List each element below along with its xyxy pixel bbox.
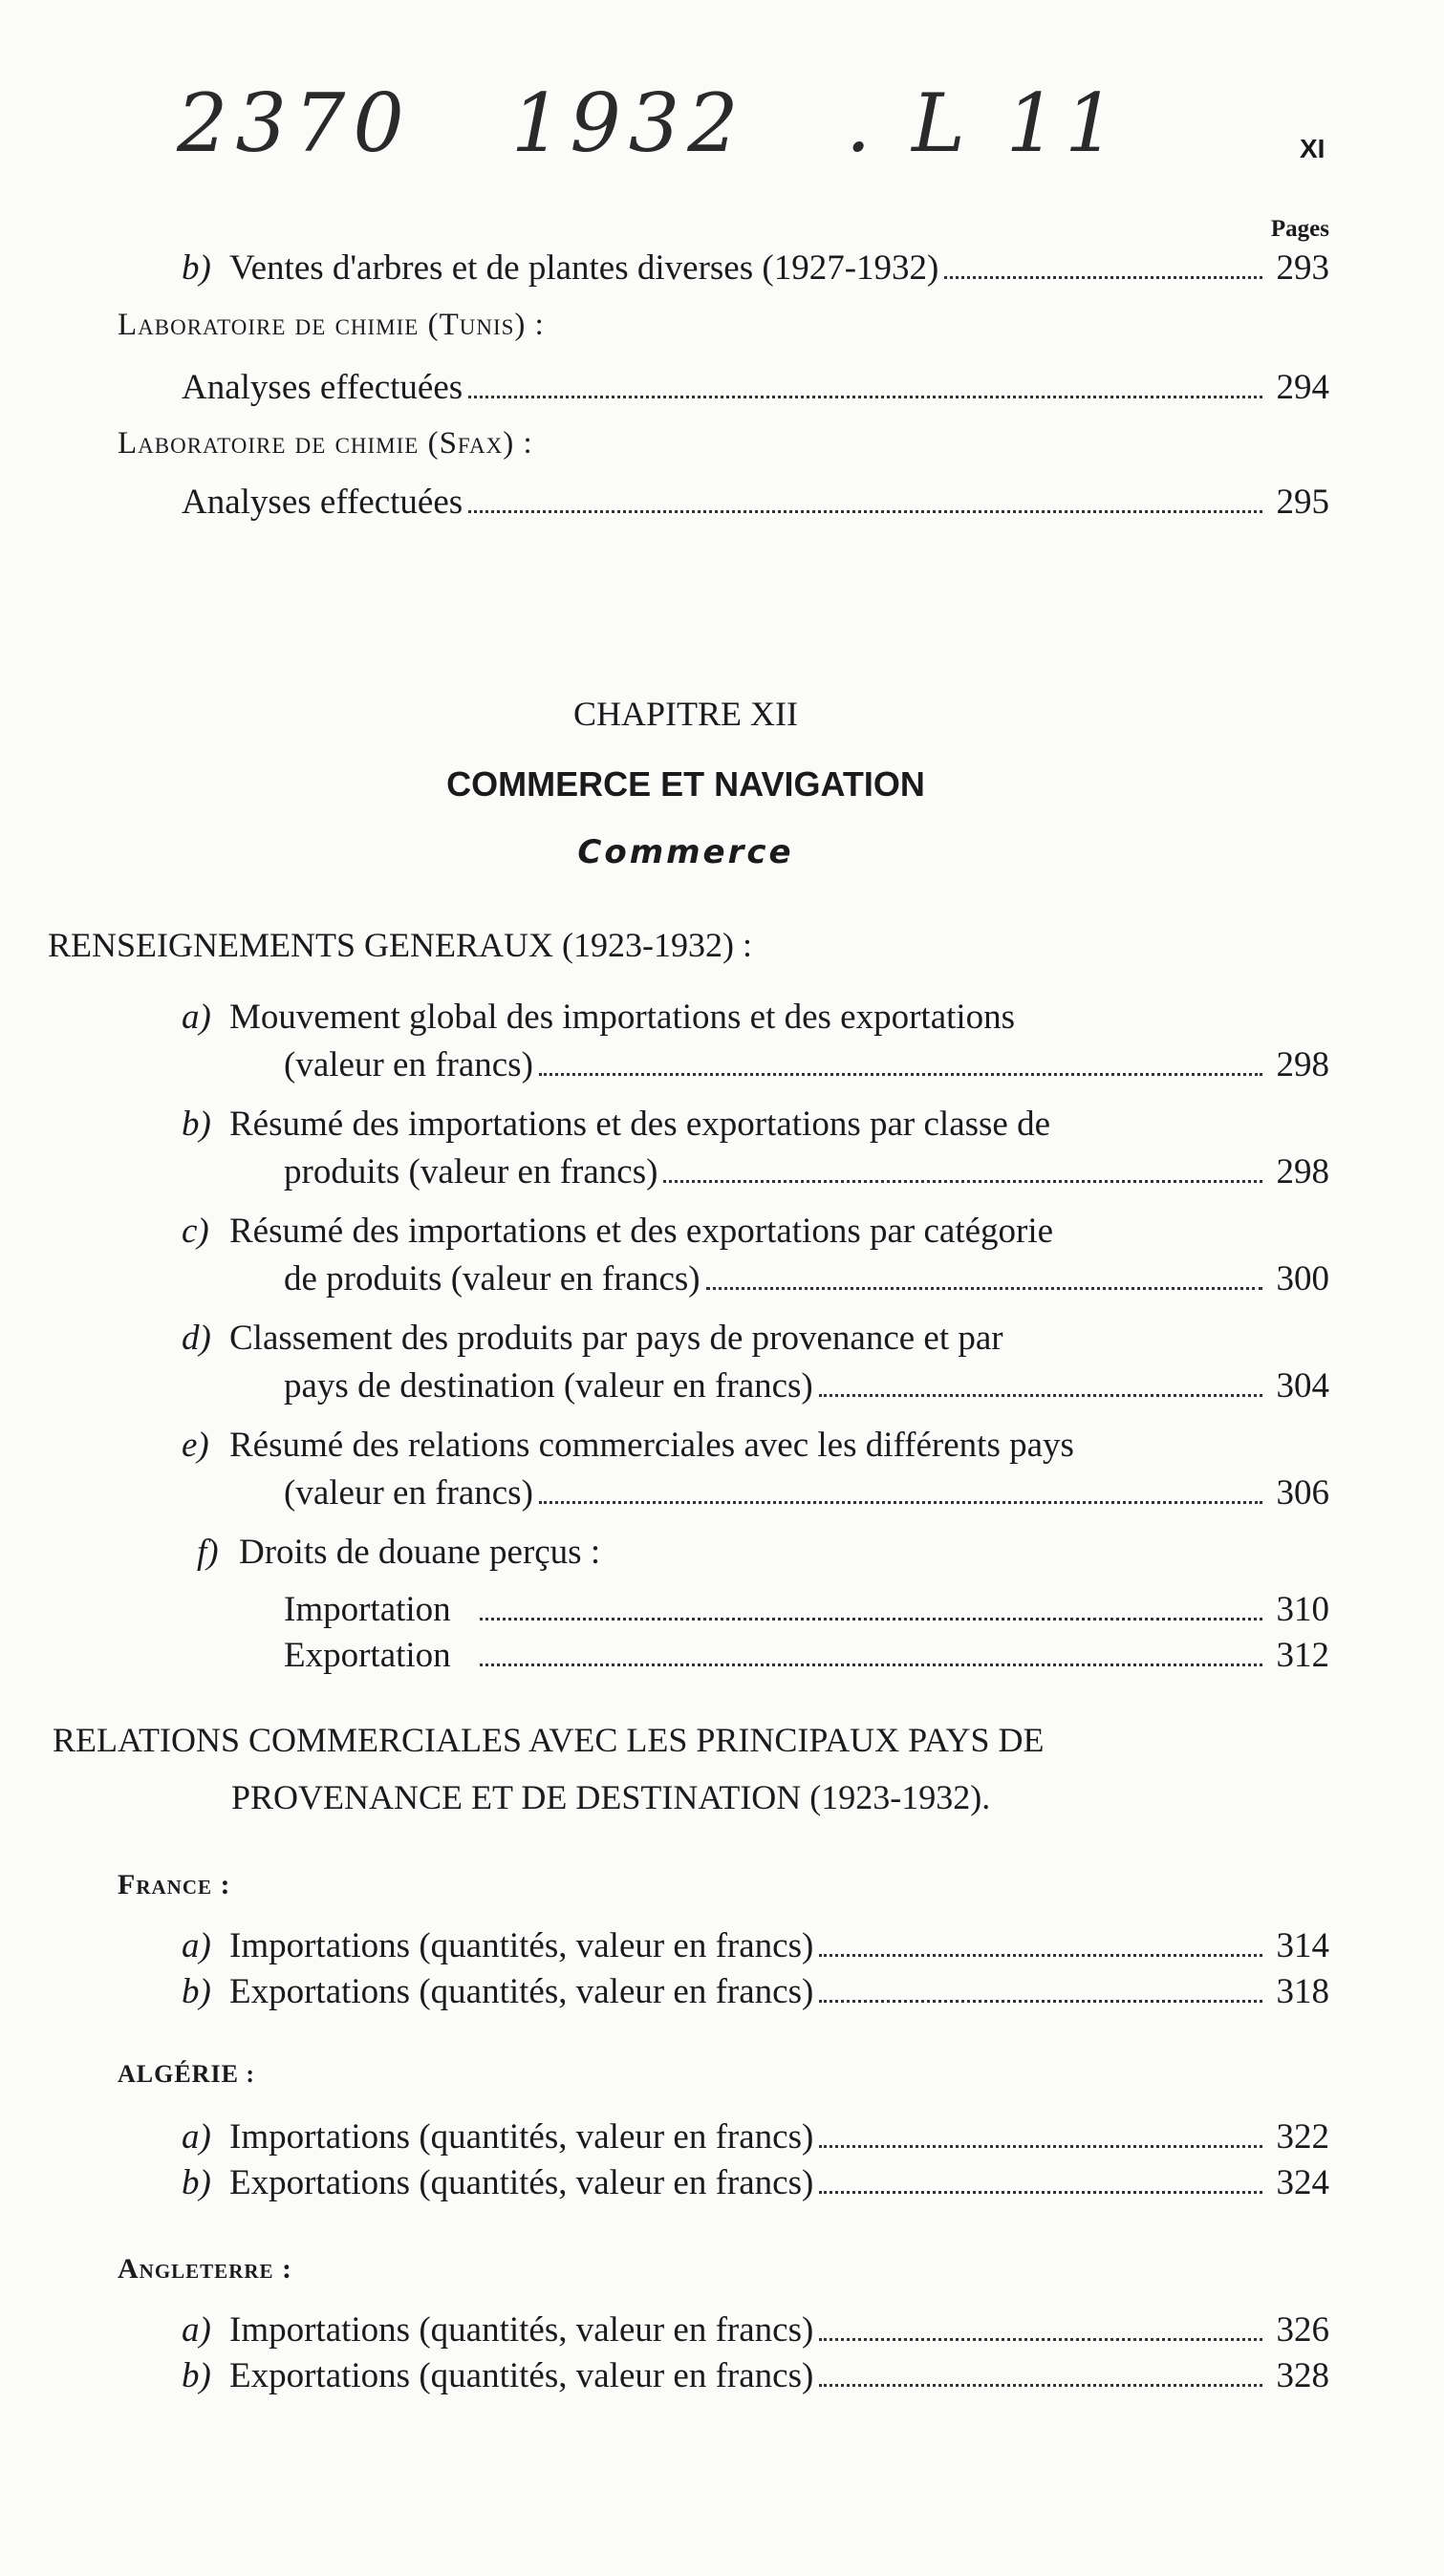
entry-page: 324 [1276, 2163, 1329, 2202]
chapter-title: COMMERCE ET NAVIGATION [446, 764, 925, 804]
dot-leader [819, 2384, 1262, 2387]
entry-page: 326 [1276, 2310, 1329, 2350]
section-heading: RELATIONS COMMERCIALES AVEC LES PRINCIPAUX PAYS DE [53, 1721, 1045, 1759]
entry-text: de produits (valeur en francs) [284, 1259, 700, 1299]
entry-text: pays de destination (valeur en francs) [284, 1366, 813, 1406]
entry-text: Ventes d'arbres et de plantes diverses (1927-1932) [229, 248, 939, 288]
toc-entry [284, 1043, 1329, 1087]
entry-page: 310 [1276, 1590, 1329, 1629]
entry-text: (valeur en francs) [284, 1473, 533, 1513]
entry-text: Exportations (quantités, valeur en francs) [229, 2163, 814, 2202]
entry-page: 328 [1276, 2356, 1329, 2395]
entry-page: 306 [1276, 1473, 1329, 1513]
dot-leader [663, 1180, 1262, 1183]
entry-marker: b) [182, 248, 211, 288]
toc-entry [284, 1471, 1329, 1515]
entry-text: Importations (quantités, valeur en francs) [229, 1926, 814, 1965]
entry-page: 298 [1276, 1045, 1329, 1084]
entry-page: 318 [1276, 1972, 1329, 2011]
dot-leader [944, 276, 1262, 279]
dot-leader [539, 1073, 1262, 1076]
entry-page: 294 [1276, 368, 1329, 407]
toc-entry [182, 2115, 1329, 2159]
entry-line [182, 1210, 1053, 1254]
toc-entry [182, 2161, 1329, 2205]
entry-line [197, 1531, 600, 1575]
toc-entry [182, 1924, 1329, 1968]
section-heading: Laboratoire de chimie (Sfax) : [118, 426, 533, 461]
entry-line [182, 1103, 1050, 1147]
toc-entry [182, 247, 1329, 290]
entry-line [182, 996, 1015, 1040]
toc-entry [182, 366, 1329, 410]
entry-text: Exportation [284, 1636, 451, 1675]
entry-text: Analyses effectuées [182, 368, 463, 407]
entry-text: Importations (quantités, valeur en francs) [229, 2117, 814, 2157]
entry-text: Résumé des importations et des exportations par catégorie [229, 1212, 1054, 1251]
entry-text: Importation [284, 1590, 451, 1629]
entry-text: Exportations (quantités, valeur en francs) [229, 1972, 814, 2011]
entry-page: 293 [1276, 248, 1329, 288]
entry-page: 298 [1276, 1152, 1329, 1191]
toc-entry [284, 1634, 1329, 1678]
entry-text: Importations (quantités, valeur en francs) [229, 2310, 814, 2350]
dot-leader [819, 2000, 1262, 2003]
entry-text: produits (valeur en francs) [284, 1152, 658, 1191]
dot-leader [819, 2145, 1262, 2148]
dot-leader [539, 1501, 1262, 1504]
dot-leader [480, 1618, 1262, 1621]
entry-text: (valeur en francs) [284, 1045, 533, 1084]
entry-text: Classement des produits par pays de provenance et par [229, 1319, 1003, 1358]
entry-page: 300 [1276, 1259, 1329, 1299]
entry-line [182, 1424, 1074, 1468]
entry-marker: a) [182, 1926, 211, 1965]
toc-entry [284, 1150, 1329, 1194]
dot-leader [819, 1954, 1262, 1957]
section-heading: Laboratoire de chimie (Tunis) : [118, 308, 545, 342]
country-heading: Angleterre : [118, 2253, 293, 2285]
entry-marker: c) [182, 1212, 209, 1251]
entry-text: Exportations (quantités, valeur en francs) [229, 2356, 814, 2395]
entry-marker: a) [182, 998, 211, 1037]
entry-text: Résumé des relations commerciales avec les différents pays [229, 1426, 1074, 1465]
entry-marker: a) [182, 2117, 211, 2157]
entry-marker: a) [182, 2310, 211, 2350]
section-heading: PROVENANCE ET DE DESTINATION (1923-1932). [231, 1778, 991, 1816]
entry-marker: d) [182, 1319, 211, 1358]
toc-entry [182, 2354, 1329, 2398]
entry-text: Droits de douane perçus : [239, 1533, 601, 1572]
entry-marker: b) [182, 2356, 211, 2395]
dot-leader [468, 510, 1262, 513]
toc-entry [284, 1588, 1329, 1632]
entry-marker: b) [182, 1105, 211, 1144]
dot-leader [468, 396, 1262, 398]
handwritten-note: 2370 1932 . L 11 [177, 76, 1124, 170]
entry-page: 295 [1276, 483, 1329, 522]
entry-page: 314 [1276, 1926, 1329, 1965]
page-folio: XI [1300, 134, 1325, 163]
chapter-number: CHAPITRE XII [573, 695, 798, 733]
entry-marker: b) [182, 2163, 211, 2202]
entry-page: 312 [1276, 1636, 1329, 1675]
toc-entry [182, 481, 1329, 525]
entry-text: Analyses effectuées [182, 483, 463, 522]
dot-leader [819, 2191, 1262, 2194]
entry-page: 322 [1276, 2117, 1329, 2157]
toc-entry [284, 1364, 1329, 1408]
entry-marker: e) [182, 1426, 209, 1465]
toc-entry [182, 2308, 1329, 2352]
country-heading: France : [118, 1869, 231, 1900]
entry-marker: b) [182, 1972, 211, 2011]
pages-column-header: Pages [1270, 216, 1329, 242]
dot-leader [819, 2338, 1262, 2341]
toc-entry [182, 1970, 1329, 2014]
entry-marker: f) [197, 1533, 219, 1572]
dot-leader [706, 1287, 1262, 1290]
entry-page: 304 [1276, 1366, 1329, 1406]
chapter-subtitle: Commerce [577, 833, 794, 871]
entry-text: Résumé des importations et des exportations par classe de [229, 1105, 1051, 1144]
dot-leader [819, 1394, 1262, 1397]
entry-line [182, 1317, 1003, 1361]
dot-leader [480, 1664, 1262, 1666]
toc-entry [284, 1257, 1329, 1301]
section-heading: RENSEIGNEMENTS GENERAUX (1923-1932) : [48, 926, 752, 964]
entry-text: Mouvement global des importations et des exportations [229, 998, 1016, 1037]
country-heading: ALGÉRIE : [118, 2060, 256, 2088]
